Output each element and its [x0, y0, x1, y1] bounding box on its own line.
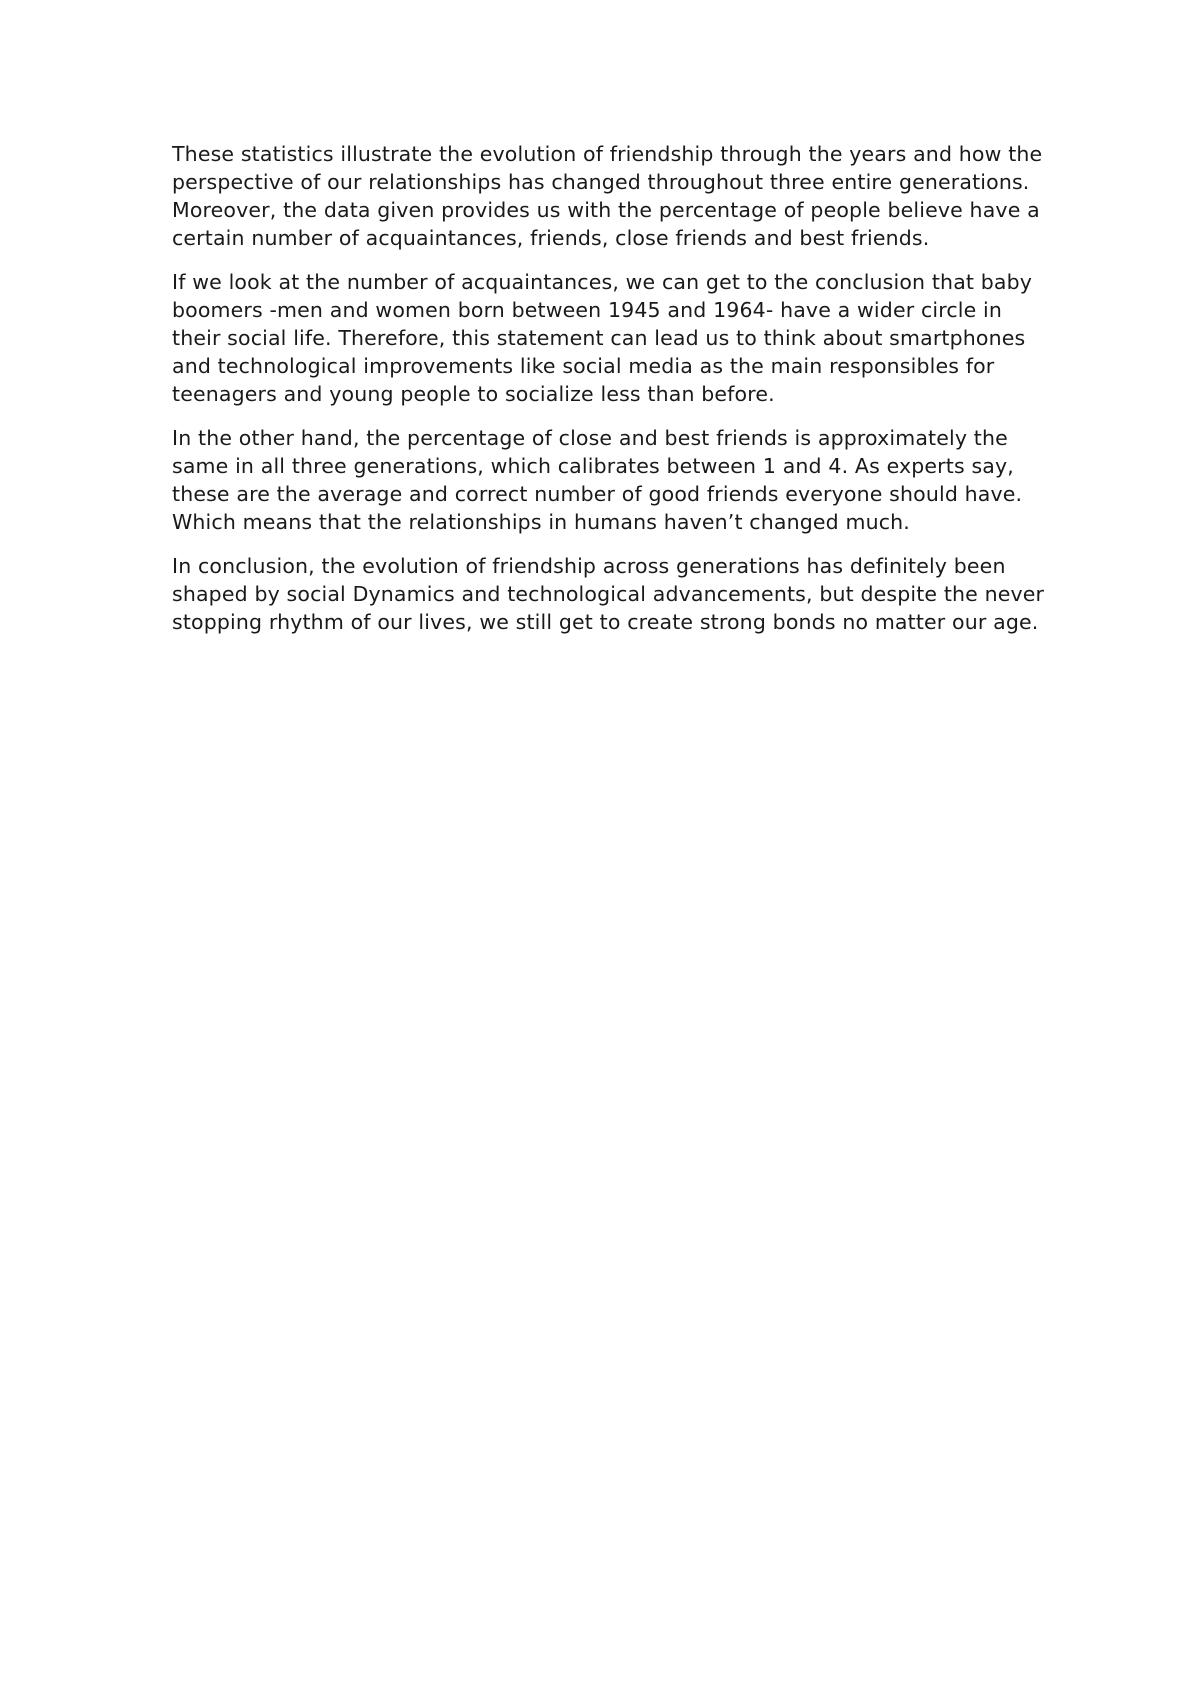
document-body: [172, 140, 1052, 652]
paragraph-close-friends: In the other hand, the percentage of close and best friends is approximately the same in all three generations, which calibrates between 1 and 4. As experts say, these are the average and correct number of good friends everyone should have. Which means that the relationships in humans haven’t changed much.: [172, 426, 1023, 534]
paragraph-acquaintances: If we look at the number of acquaintances, we can get to the conclusion that baby boomers -men and women born between 1945 and 1964- have a wider circle in their social life. Therefore, this statement can lead us to think about smartphones and technological improvements like social media as the main responsibles for teenagers and young people to socialize less than before.: [172, 270, 1033, 406]
paragraph-conclusion: In conclusion, the evolution of friendship across generations has definitely been shaped by social Dynamics and technological advancements, but despite the never stopping rhythm of our lives, we still get to create strong bonds no matter our age.: [172, 554, 1045, 634]
paragraph-intro: These statistics illustrate the evolution of friendship through the years and how the perspective of our relationships has changed throughout three entire generations. Moreover, the data given provides us with the percentage of people believe have a certain number of acquaintances, friends, close friends and best friends.: [172, 142, 1043, 250]
